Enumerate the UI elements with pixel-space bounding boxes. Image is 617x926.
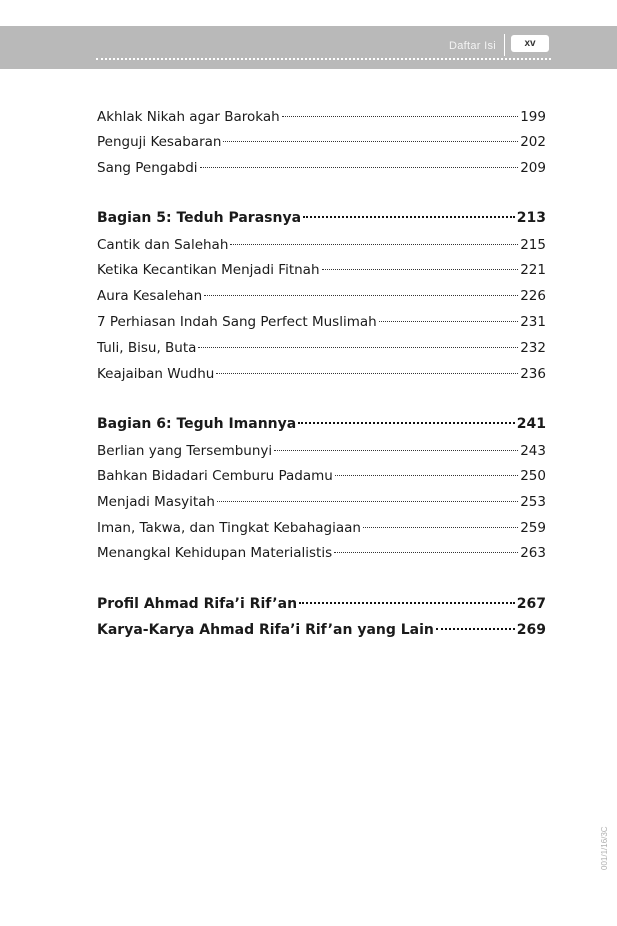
toc-entry-page: 209 (520, 160, 546, 176)
toc-entry-page: 231 (520, 314, 546, 330)
toc-part-page: 213 (516, 210, 546, 226)
toc-part-title: Bagian 6: Teguh Imannya (97, 416, 297, 432)
toc-entry[interactable] (97, 468, 546, 488)
toc-part-page: 267 (516, 596, 546, 612)
toc-part-page: 241 (516, 416, 546, 432)
dot-leader (334, 552, 518, 553)
toc-part-heading[interactable] (97, 416, 546, 436)
toc-entry-page: 253 (520, 494, 546, 510)
toc-entry-title: Tuli, Bisu, Buta (97, 340, 197, 356)
toc-part-title: Profil Ahmad Rifa’i Rif’an (97, 596, 298, 612)
toc-entry-title: Keajaiban Wudhu (97, 366, 215, 382)
toc-entry[interactable] (97, 262, 546, 282)
dot-leader (298, 422, 515, 424)
toc-entry-page: 226 (520, 288, 546, 304)
toc-entry[interactable] (97, 545, 546, 565)
dot-leader (436, 628, 515, 630)
dot-leader (200, 167, 519, 168)
dot-leader (379, 321, 519, 322)
toc-entry-title: Iman, Takwa, dan Tingkat Kebahagiaan (97, 520, 361, 536)
dot-leader (274, 450, 518, 451)
header-divider (504, 34, 505, 56)
toc-entry-page: 202 (520, 134, 546, 150)
toc-entry-title: Sang Pengabdi (97, 160, 198, 176)
toc-entry-page: 199 (520, 109, 546, 125)
toc-entry[interactable] (97, 134, 546, 154)
running-header-title: Daftar Isi (448, 40, 496, 52)
toc-entry[interactable] (97, 109, 546, 129)
toc-entry-title: Menjadi Masyitah (97, 494, 215, 510)
dot-leader (363, 527, 518, 528)
dot-leader (204, 295, 518, 296)
toc-entry-title: Aura Kesalehan (97, 288, 203, 304)
dot-leader (198, 347, 518, 348)
header-dotted-rule (96, 58, 551, 60)
toc-entry-page: 259 (520, 520, 546, 536)
toc-entry-title: Menangkal Kehidupan Materialistis (97, 545, 333, 561)
toc-entry-title: Cantik dan Salehah (97, 237, 229, 253)
toc-part-heading[interactable] (97, 210, 546, 230)
toc-entry[interactable] (97, 237, 546, 257)
toc-entry-title: Penguji Kesabaran (97, 134, 222, 150)
toc-entry-page: 232 (520, 340, 546, 356)
toc-entry-page: 243 (520, 443, 546, 459)
toc-entry[interactable] (97, 494, 546, 514)
toc-part-title: Karya-Karya Ahmad Rifa’i Rif’an yang Lain (97, 622, 434, 638)
toc-entry-page: 215 (520, 237, 546, 253)
toc-entry-title: Akhlak Nikah agar Barokah (97, 109, 280, 125)
toc-entry[interactable] (97, 314, 546, 334)
toc-part-heading[interactable] (97, 622, 546, 642)
toc-entry[interactable] (97, 520, 546, 540)
side-print-code: 001/1/16/3C (600, 826, 609, 870)
toc-part-page: 269 (516, 622, 546, 638)
dot-leader (335, 475, 518, 476)
dot-leader (230, 244, 518, 245)
toc-entry-page: 221 (520, 262, 546, 278)
toc-part-title: Bagian 5: Teduh Parasnya (97, 210, 302, 226)
toc-entry[interactable] (97, 366, 546, 386)
dot-leader (322, 269, 519, 270)
page-number-badge: xv (511, 35, 549, 52)
dot-leader (303, 216, 515, 218)
toc-entry-title: Berlian yang Tersembunyi (97, 443, 273, 459)
toc-entry-title: Bahkan Bidadari Cemburu Padamu (97, 468, 333, 484)
toc-part-heading[interactable] (97, 596, 546, 616)
toc-entry-page: 263 (520, 545, 546, 561)
toc-entry-page: 250 (520, 468, 546, 484)
dot-leader (299, 602, 515, 604)
toc-entry[interactable] (97, 443, 546, 463)
toc-entry-title: 7 Perhiasan Indah Sang Perfect Muslimah (97, 314, 377, 330)
toc-entry[interactable] (97, 160, 546, 180)
dot-leader (216, 373, 518, 374)
dot-leader (223, 141, 518, 142)
toc-entry-title: Ketika Kecantikan Menjadi Fitnah (97, 262, 320, 278)
toc-entry[interactable] (97, 340, 546, 360)
toc-entry[interactable] (97, 288, 546, 308)
toc-entry-page: 236 (520, 366, 546, 382)
dot-leader (282, 116, 519, 117)
dot-leader (217, 501, 518, 502)
